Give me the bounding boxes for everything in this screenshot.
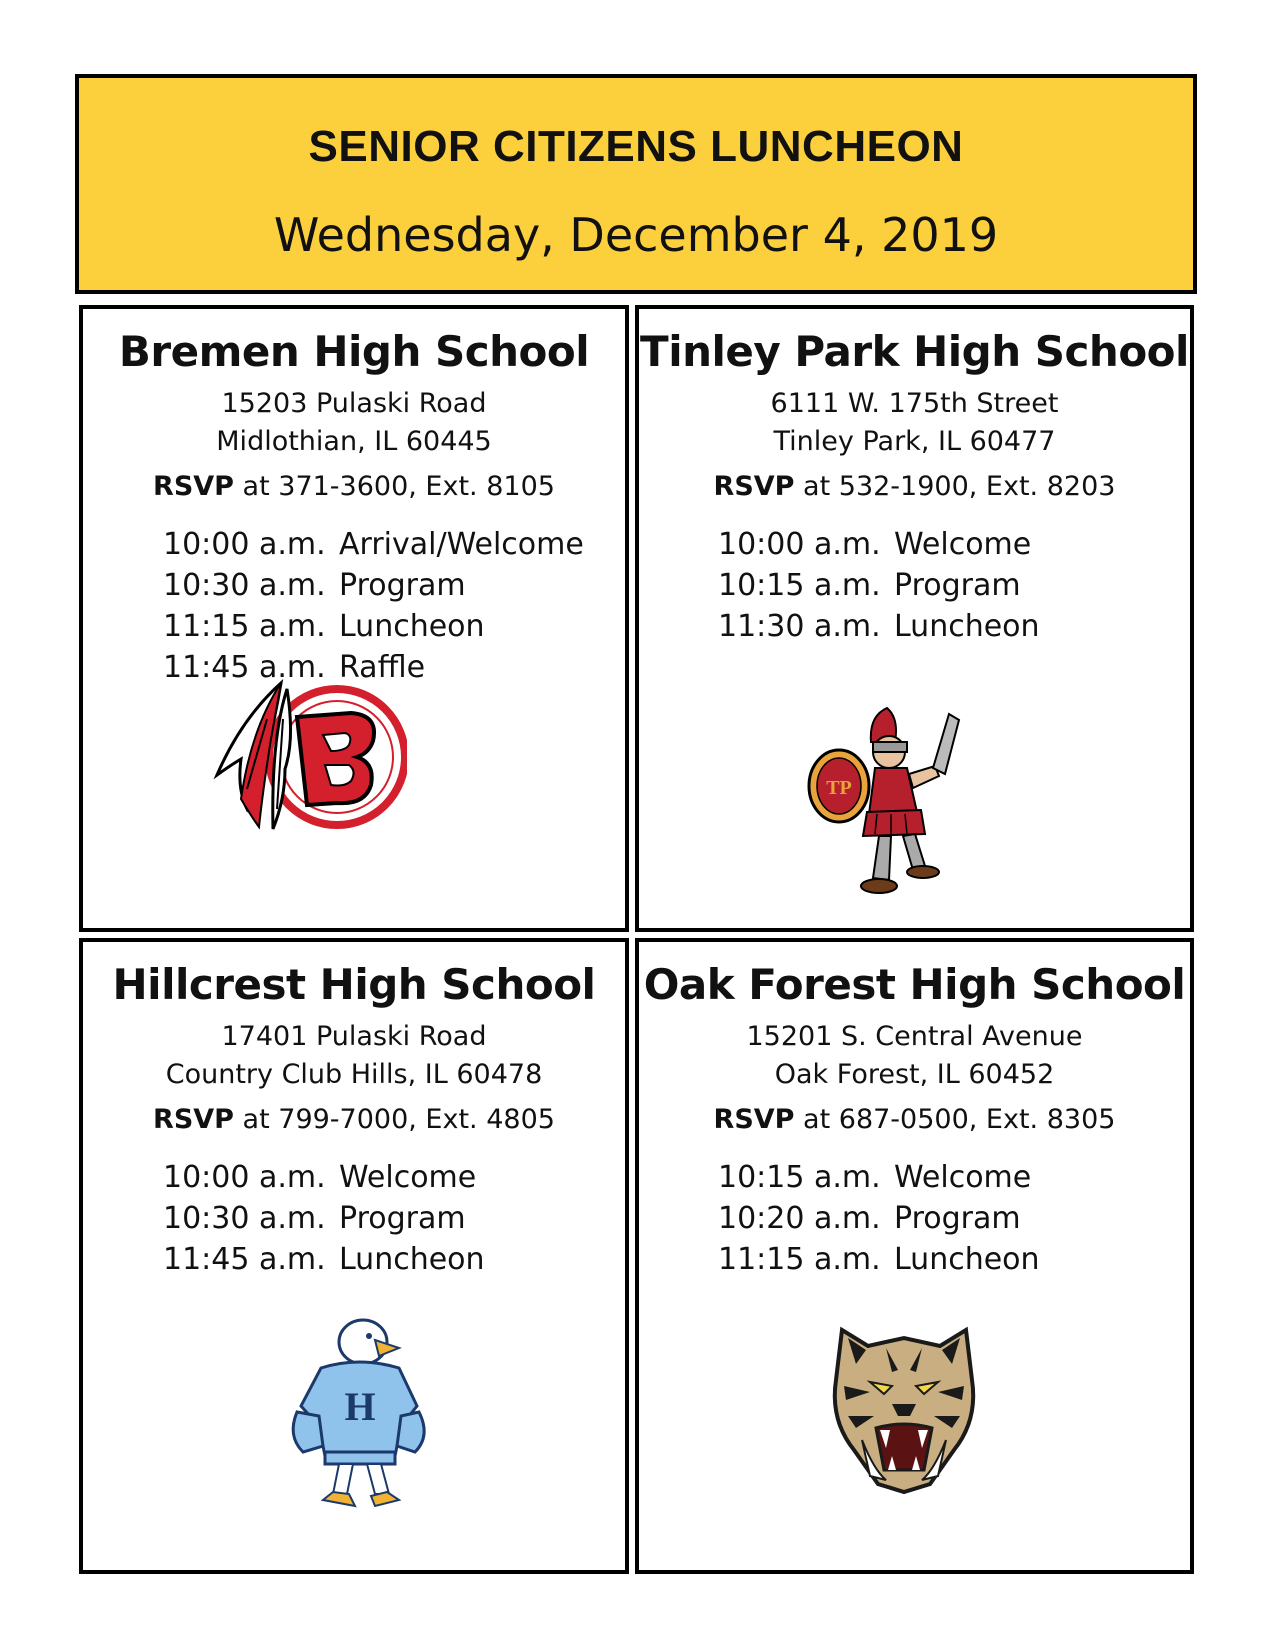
schedule-event: Program — [894, 568, 1021, 603]
logo-letters: TP — [826, 777, 852, 799]
school-name: Oak Forest High School — [643, 960, 1186, 1009]
school-name: Hillcrest High School — [112, 960, 596, 1009]
schedule-event: Welcome — [894, 527, 1032, 562]
address-line-1: 17401 Pulaski Road — [221, 1021, 487, 1052]
hawk-mascot-icon — [283, 1316, 435, 1512]
schedule-event: Program — [339, 1201, 466, 1236]
address-line-1: 6111 W. 175th Street — [770, 388, 1059, 419]
schedule — [163, 1160, 485, 1283]
schedule — [163, 527, 584, 691]
rsvp-label: RSVP — [713, 1104, 795, 1135]
rsvp-label: RSVP — [153, 471, 234, 502]
school-address — [639, 385, 1190, 461]
schedule-time: 10:15 a.m. — [718, 568, 881, 603]
schedule-row — [163, 527, 584, 568]
schedule-time: 10:00 a.m. — [163, 1160, 326, 1195]
rsvp-info — [83, 471, 625, 502]
schedule-event: Raffle — [339, 650, 426, 685]
schedule — [718, 1160, 1040, 1283]
bremen-b-feather-icon — [211, 679, 407, 835]
school-card-bremen — [79, 305, 629, 932]
rsvp-label: RSVP — [713, 471, 795, 502]
schedule-row — [718, 1160, 1040, 1201]
school-address — [639, 1018, 1190, 1094]
schedule-time: 10:20 a.m. — [718, 1201, 881, 1236]
schedule-event: Luncheon — [339, 1242, 485, 1277]
schedule-row — [718, 568, 1040, 609]
event-header — [75, 74, 1197, 294]
school-card-hillcrest — [79, 938, 629, 1574]
school-name: Tinley Park High School — [640, 327, 1189, 376]
address-line-1: 15201 S. Central Avenue — [746, 1021, 1083, 1052]
schedule-event: Program — [339, 568, 466, 603]
schedule-row — [718, 1242, 1040, 1283]
school-card-tinley-park — [635, 305, 1194, 932]
school-address — [83, 1018, 625, 1094]
schedule-row — [718, 527, 1040, 568]
tiger-head-icon — [826, 1320, 982, 1496]
school-card-oak-forest — [635, 938, 1194, 1574]
schedule-event: Luncheon — [894, 1242, 1040, 1277]
event-date: Wednesday, December 4, 2019 — [273, 208, 999, 262]
schedule-event: Luncheon — [894, 609, 1040, 644]
address-line-2: Tinley Park, IL 60477 — [773, 426, 1056, 457]
schedule-time: 11:15 a.m. — [718, 1242, 881, 1277]
trojan-warrior-icon — [799, 702, 967, 898]
schedule-time: 11:45 a.m. — [163, 1242, 326, 1277]
schedule-row — [163, 1201, 485, 1242]
rsvp-phone: at 799-7000, Ext. 4805 — [233, 1104, 555, 1135]
schedule-row — [163, 1242, 485, 1283]
schedule-row — [163, 1160, 485, 1201]
schedule-event: Program — [894, 1201, 1021, 1236]
logo-letters: H — [344, 1384, 376, 1429]
schedule-row — [718, 609, 1040, 650]
schedule-time: 10:00 a.m. — [718, 527, 881, 562]
schedule-event: Welcome — [339, 1160, 477, 1195]
school-address — [83, 385, 625, 461]
address-line-2: Midlothian, IL 60445 — [216, 426, 492, 457]
schedule-time: 11:15 a.m. — [163, 609, 326, 644]
school-name: Bremen High School — [118, 327, 590, 376]
rsvp-phone: at 371-3600, Ext. 8105 — [233, 471, 555, 502]
address-line-2: Oak Forest, IL 60452 — [774, 1059, 1055, 1090]
schedule-time: 11:45 a.m. — [163, 650, 326, 685]
rsvp-info — [639, 471, 1190, 502]
schedule-time: 10:30 a.m. — [163, 568, 326, 603]
address-line-2: Country Club Hills, IL 60478 — [165, 1059, 543, 1090]
rsvp-info — [83, 1104, 625, 1135]
rsvp-label: RSVP — [153, 1104, 234, 1135]
schedule-time: 10:15 a.m. — [718, 1160, 881, 1195]
event-title: SENIOR CITIZENS LUNCHEON — [308, 122, 964, 171]
rsvp-info — [639, 1104, 1190, 1135]
schedule-event: Arrival/Welcome — [339, 527, 584, 562]
schedule-time: 10:30 a.m. — [163, 1201, 326, 1236]
schedule-time: 11:30 a.m. — [718, 609, 881, 644]
schedule-row — [718, 1201, 1040, 1242]
address-line-1: 15203 Pulaski Road — [221, 388, 487, 419]
schedule-event: Welcome — [894, 1160, 1032, 1195]
schedule-event: Luncheon — [339, 609, 485, 644]
schedule — [718, 527, 1040, 650]
rsvp-phone: at 687-0500, Ext. 8305 — [794, 1104, 1116, 1135]
schedule-row — [163, 609, 584, 650]
schedule-row — [163, 568, 584, 609]
rsvp-phone: at 532-1900, Ext. 8203 — [794, 471, 1116, 502]
schedule-time: 10:00 a.m. — [163, 527, 326, 562]
